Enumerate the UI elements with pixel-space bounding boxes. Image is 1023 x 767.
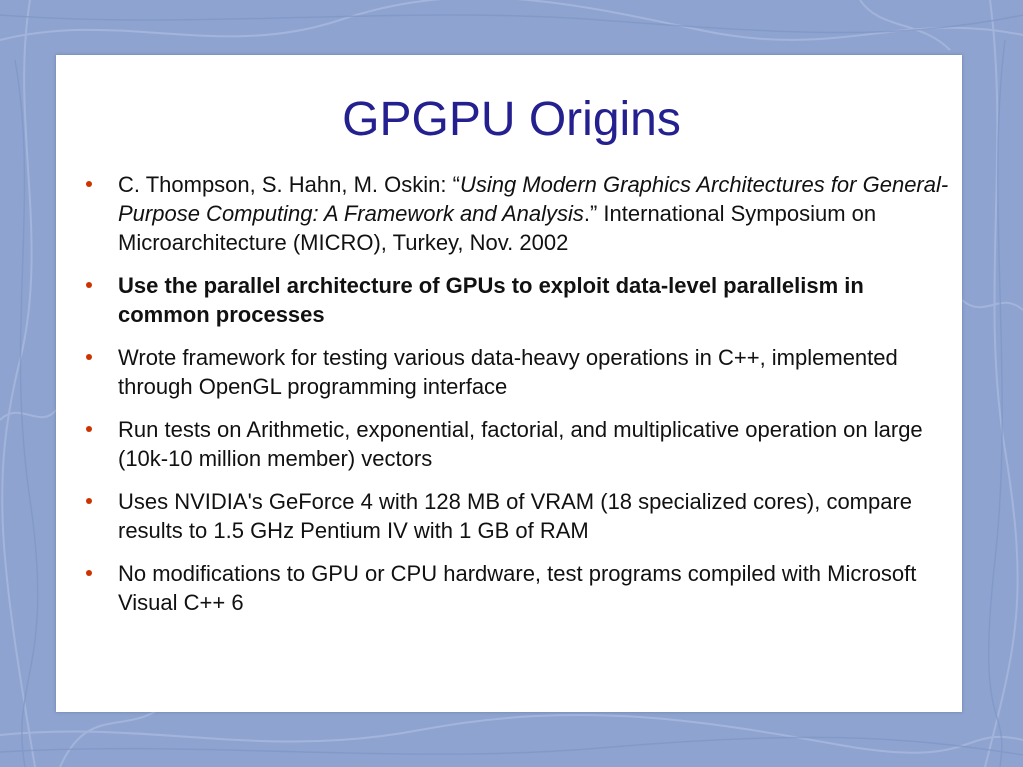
- citation-venue: .” International Symposium on Microarchitecture (MICRO), Turkey, Nov. 2002: [118, 201, 877, 255]
- citation-authors: C. Thompson, S. Hahn, M. Oskin: “: [118, 172, 460, 197]
- bullet-icon: [86, 354, 92, 360]
- bullet-item-parallel: [85, 271, 953, 329]
- bullet-text: Run tests on Arithmetic, exponential, factorial, and multiplicative operation on large (10k-10 million member) vectors: [118, 417, 923, 471]
- bullet-item-hardware: [85, 487, 953, 545]
- bullet-icon: [86, 282, 92, 288]
- bullet-icon: [86, 426, 92, 432]
- bullet-icon: [86, 498, 92, 504]
- bullet-item-tests: [85, 415, 953, 473]
- bullet-text: Wrote framework for testing various data-heavy operations in C++, implemented through OpenGL programming interface: [118, 345, 898, 399]
- slide-title: GPGPU Origins: [342, 93, 681, 146]
- bullet-icon: [86, 181, 92, 187]
- bullet-text: No modifications to GPU or CPU hardware, test programs compiled with Microsoft Visual C++ 6: [118, 561, 917, 615]
- bullet-icon: [86, 570, 92, 576]
- bullet-item-citation: [85, 170, 953, 257]
- citation-title: Using Modern Graphics Architectures for General-Purpose Computing: A Framework and Analysis: [118, 172, 949, 226]
- bullet-list: [85, 170, 953, 631]
- bullet-item-framework: [85, 343, 953, 401]
- bullet-text: Use the parallel architecture of GPUs to exploit data-level parallelism in common processes: [118, 273, 864, 327]
- bullet-item-modifications: [85, 559, 953, 617]
- bullet-text: Uses NVIDIA's GeForce 4 with 128 MB of VRAM (18 specialized cores), compare results to 1.5 GHz Pentium IV with 1 GB of RAM: [118, 489, 913, 543]
